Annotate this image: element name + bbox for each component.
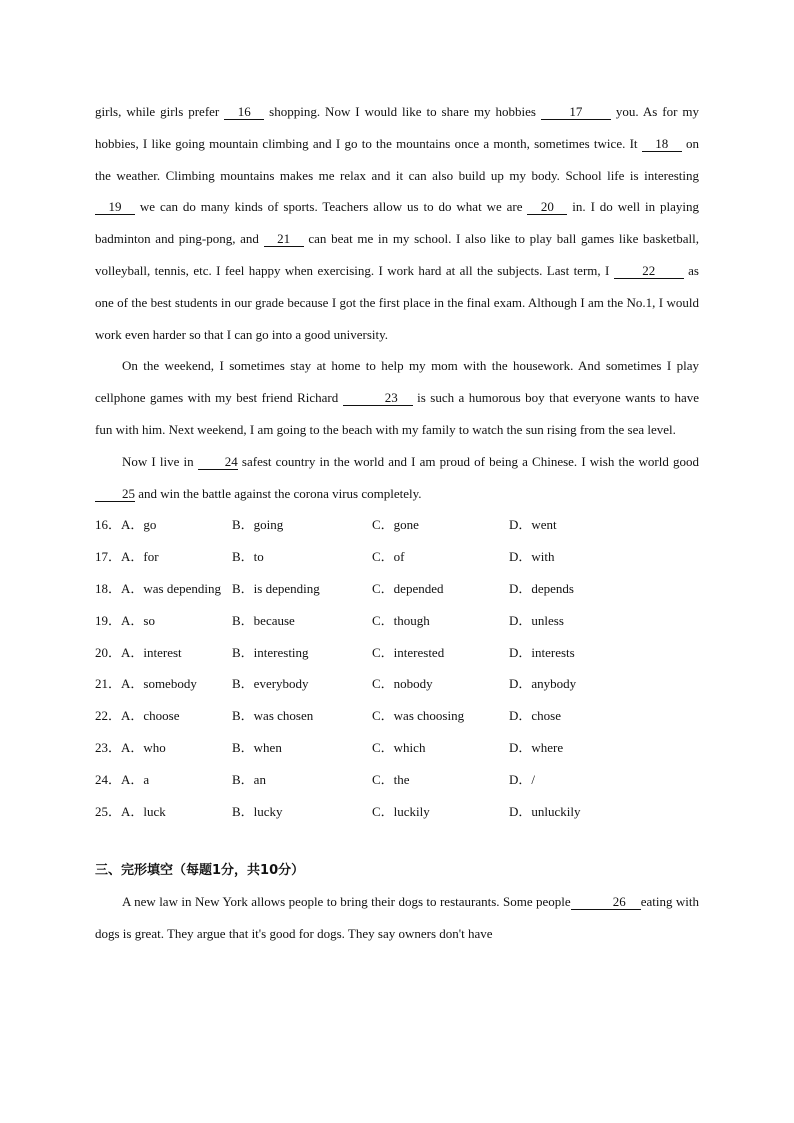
- option-a[interactable]: 25．A．luck: [95, 803, 166, 819]
- option-row-23: [95, 732, 699, 764]
- option-a[interactable]: 20．A．interest: [95, 644, 182, 660]
- option-b[interactable]: B．everybody: [232, 676, 309, 692]
- option-b[interactable]: B．going: [232, 517, 284, 533]
- option-c[interactable]: C．the: [372, 771, 410, 787]
- passage-paragraph-3: Now I live in 24 safest country in the world and I am proud of being a Chinese. I wish the world good 25 and win the battle against the corona virus completely.: [95, 446, 699, 510]
- option-d[interactable]: D．where: [509, 739, 564, 755]
- option-a[interactable]: 18．A．was depending: [95, 580, 222, 596]
- option-d[interactable]: D．went: [509, 517, 557, 533]
- blank-22: 22: [614, 263, 684, 279]
- blank-20: 20: [527, 199, 567, 215]
- option-d[interactable]: D．unless: [509, 612, 564, 628]
- option-a[interactable]: 23．A．who: [95, 739, 166, 755]
- option-d[interactable]: D．/: [509, 771, 536, 787]
- option-c[interactable]: C．depended: [372, 580, 444, 596]
- option-c[interactable]: C．though: [372, 612, 430, 628]
- section-heading-cloze: 三、完形填空（每题1分，共10分）: [95, 863, 305, 879]
- option-a[interactable]: 16．A．go: [95, 517, 157, 533]
- option-row-16: [95, 509, 699, 541]
- option-a[interactable]: 17．A．for: [95, 549, 159, 565]
- option-d[interactable]: D．chose: [509, 708, 561, 724]
- cloze-paragraph: A new law in New York allows people to bring their dogs to restaurants. Some people 26 eating with dogs is great. They argue that it's good for dogs. They say owners don't have: [95, 894, 699, 942]
- blank-21: 21: [264, 231, 304, 247]
- blank-18: 18: [642, 136, 682, 152]
- option-row-17: [95, 541, 699, 573]
- option-c[interactable]: C．nobody: [372, 676, 433, 692]
- option-row-18: [95, 573, 699, 605]
- option-row-20: [95, 637, 699, 669]
- option-b[interactable]: B．when: [232, 739, 282, 755]
- page-content: [95, 96, 699, 950]
- blank-25: 25: [95, 486, 135, 502]
- option-row-25: [95, 796, 699, 828]
- option-a[interactable]: 24．A．a: [95, 771, 150, 787]
- option-b[interactable]: B．is depending: [232, 580, 320, 596]
- option-row-22: [95, 700, 699, 732]
- option-d[interactable]: D．interests: [509, 644, 575, 660]
- option-b[interactable]: B．interesting: [232, 644, 309, 660]
- option-row-24: [95, 764, 699, 796]
- blank-26: 26: [571, 894, 641, 910]
- option-c[interactable]: C．interested: [372, 644, 445, 660]
- option-c[interactable]: C．luckily: [372, 803, 430, 819]
- option-d[interactable]: D．anybody: [509, 676, 577, 692]
- answer-options: [95, 509, 699, 827]
- option-row-19: [95, 605, 699, 637]
- blank-17: 17: [541, 104, 611, 120]
- option-b[interactable]: B．lucky: [232, 803, 283, 819]
- option-b[interactable]: B．an: [232, 771, 266, 787]
- option-c[interactable]: C．was choosing: [372, 708, 465, 724]
- passage-paragraph-2: On the weekend, I sometimes stay at home to help my mom with the housework. And sometimes I play cellphone games with my best friend Richard 23 is such a humorous boy that everyone wants to have fun with him. Next weekend, I am going to the beach with my family to watch the sun rising from the sea level.: [95, 358, 699, 437]
- option-a[interactable]: 22．A．choose: [95, 708, 180, 724]
- blank-16: 16: [224, 104, 264, 120]
- passage-paragraph-1: girls, while girls prefer 16 shopping. Now I would like to share my hobbies 17 you. As for my hobbies, I like going mountain climbing and I go to the mountains once a month, sometimes twice. It 18 on the weather. Climbing mountains makes me relax and it can also build up my body. School life is interesting 19 we can do many kinds of sports. Teachers allow us to do what we are 20 in. I do well in playing badminton and ping-pong, and 21 can beat me in my school. I also like to play ball games like basketball, volleyball, tennis, etc. I feel happy when exercising. I work hard at all the subjects. Last term, I 22 as one of the best students in our grade because I got the first place in the final exam. Although I am the No.1, I would work even harder so that I can go into a good university.: [95, 104, 700, 342]
- option-c[interactable]: C．of: [372, 549, 405, 565]
- option-a[interactable]: 21．A．somebody: [95, 676, 197, 692]
- option-b[interactable]: B．because: [232, 612, 295, 628]
- blank-23: 23: [343, 390, 413, 406]
- option-row-21: [95, 668, 699, 700]
- option-a[interactable]: 19．A．so: [95, 612, 155, 628]
- option-c[interactable]: C．gone: [372, 517, 419, 533]
- blank-24: 24: [198, 454, 238, 470]
- blank-19: 19: [95, 199, 135, 215]
- option-d[interactable]: D．depends: [509, 580, 574, 596]
- option-b[interactable]: B．was chosen: [232, 708, 314, 724]
- option-b[interactable]: B．to: [232, 549, 264, 565]
- option-d[interactable]: D．with: [509, 549, 555, 565]
- option-d[interactable]: D．unluckily: [509, 803, 581, 819]
- option-c[interactable]: C．which: [372, 739, 426, 755]
